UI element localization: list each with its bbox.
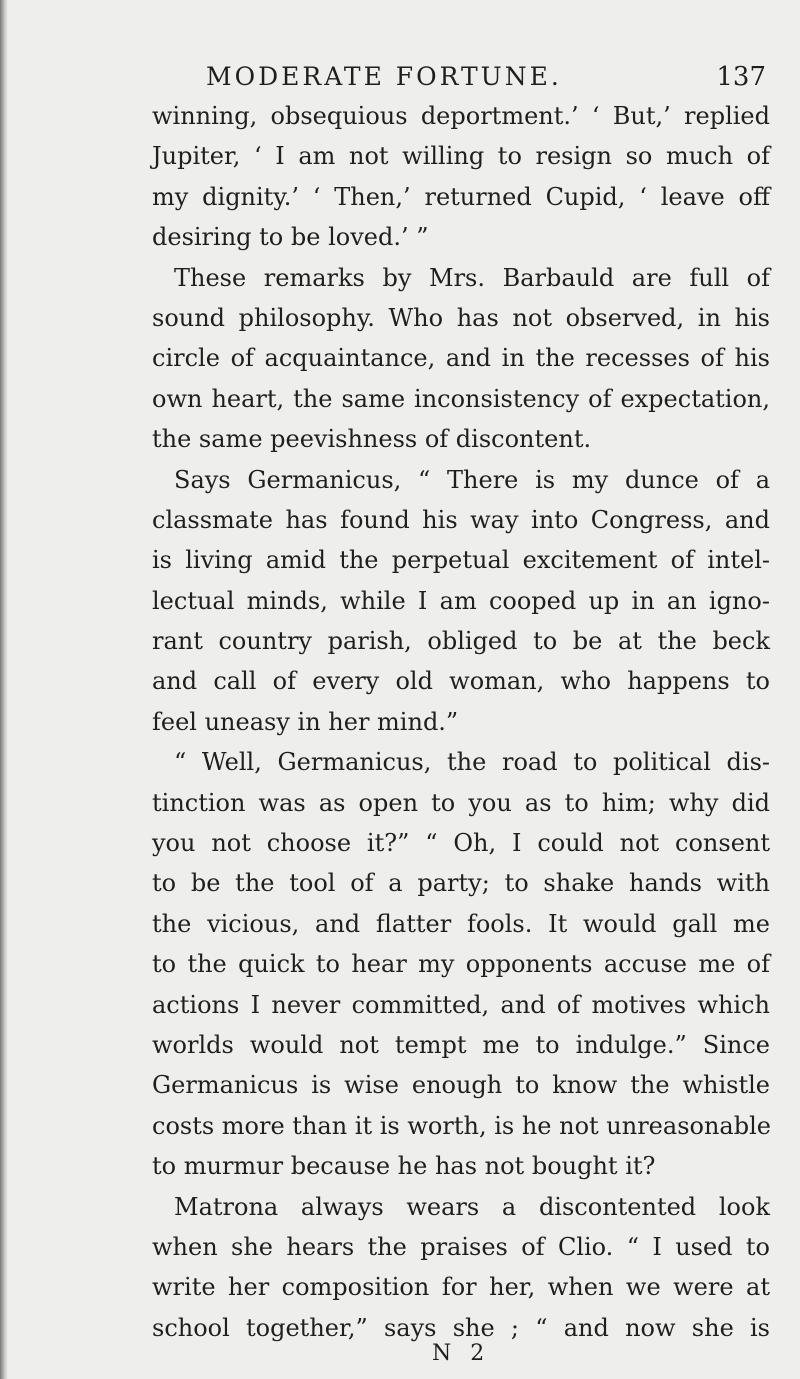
body-text xyxy=(152,96,770,1348)
text-line: to murmur because he has not bought it? xyxy=(152,1152,656,1181)
text-line: winning, obsequious deportment.’ ‘ But,’ replied xyxy=(152,102,770,130)
text-line: and call of every old woman, who happens to xyxy=(152,667,770,696)
text-line: you not choose it?” “ Oh, I could not consent xyxy=(152,829,770,858)
running-head xyxy=(152,60,766,94)
text-line: rant country parish, obliged to be at the beck xyxy=(152,627,770,656)
text-line: worlds would not tempt me to indulge.” Since xyxy=(152,1030,770,1059)
text-line: sound philosophy. Who has not observed, in his xyxy=(152,303,770,332)
text-line: classmate has found his way into Congress, and xyxy=(152,505,770,534)
text-line: costs more than it is worth, is he not unreasonable xyxy=(152,1111,771,1140)
text-line: school together,” says she ; “ and now she is xyxy=(152,1313,770,1342)
page-number: 137 xyxy=(716,62,766,92)
text-line: feel uneasy in her mind.” xyxy=(152,707,459,736)
binding-edge xyxy=(0,0,8,1379)
text-line: my dignity.’ ‘ Then,’ returned Cupid, ‘ leave off xyxy=(152,182,770,211)
text-line: circle of acquaintance, and in the recesses of his xyxy=(152,344,770,373)
text-line: Germanicus is wise enough to know the whistle xyxy=(152,1071,770,1100)
text-line: These remarks by Mrs. Barbauld are full of xyxy=(174,263,770,292)
text-line: Matrona always wears a discontented look xyxy=(174,1192,770,1221)
text-line: Jupiter, ‘ I am not willing to resign so much of xyxy=(152,142,770,171)
text-line: the vicious, and flatter fools. It would gall me xyxy=(152,909,770,938)
signature-mark: N 2 xyxy=(432,1341,491,1366)
text-line: to the quick to hear my opponents accuse me of xyxy=(152,950,770,979)
text-line: when she hears the praises of Clio. “ I used to xyxy=(152,1232,770,1261)
text-line: to be the tool of a party; to shake hands with xyxy=(152,869,770,898)
running-title: MODERATE FORTUNE. xyxy=(206,62,562,91)
text-line: tinction was as open to you as to him; why did xyxy=(152,788,770,817)
text-line: actions I never committed, and of motives which xyxy=(152,990,770,1019)
text-line: desiring to be loved.’ ” xyxy=(152,223,429,252)
text-line: “ Well, Germanicus, the road to political dis- xyxy=(174,748,770,777)
text-line: the same peevishness of discontent. xyxy=(152,425,592,454)
text-line: is living amid the perpetual excitement of intel- xyxy=(152,546,770,575)
text-line: Says Germanicus, “ There is my dunce of a xyxy=(174,465,770,494)
text-line: write her composition for her, when we were at xyxy=(152,1273,770,1302)
text-line: lectual minds, while I am cooped up in an igno- xyxy=(152,586,770,615)
text-line: own heart, the same inconsistency of expectation, xyxy=(152,384,770,413)
